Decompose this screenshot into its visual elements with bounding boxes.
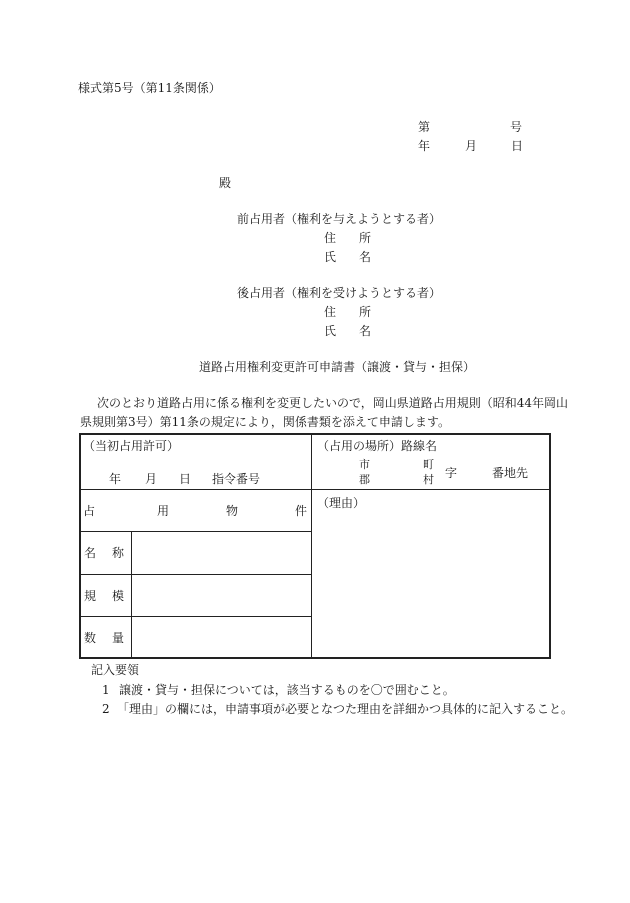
name-row-char-1: 名	[84, 546, 97, 560]
county-label: 郡	[359, 473, 370, 486]
note-2-text: 「理由」の欄には，申請事項が必要となつた理由を詳細かつ具体的に記入すること。	[117, 702, 574, 716]
permit-number-label: 指令番号	[212, 472, 261, 486]
note-2-number: 2	[102, 702, 110, 716]
permit-month-label: 月	[145, 472, 158, 486]
intro-line-2: 県規則第3号）第11条の規定により，関係書類を添えて申請します。	[80, 415, 450, 429]
note-1-text: 譲渡・貸与・担保については，該当するものを〇で囲むこと。	[119, 683, 455, 697]
city-label: 市	[359, 458, 370, 471]
new-name-label-1: 氏	[324, 324, 337, 338]
village-label: 村	[423, 473, 434, 486]
prior-address-label-1: 住	[324, 231, 337, 245]
aza-label: 字	[445, 466, 458, 480]
label-column-divider	[131, 531, 132, 658]
occupied-object-char-3: 物	[226, 504, 239, 518]
new-address-label-1: 住	[324, 305, 337, 319]
date-year: 年	[418, 139, 431, 153]
new-name-label-2: 名	[359, 324, 372, 338]
name-row-char-2: 称	[112, 546, 125, 560]
town-label: 町	[423, 458, 434, 471]
row-divider-1	[79, 531, 311, 532]
table-center-divider	[311, 433, 312, 659]
form-number: 様式第5号（第11条関係）	[78, 81, 221, 95]
note-1-number: 1	[102, 683, 110, 697]
quantity-row-char-1: 数	[84, 631, 97, 645]
permit-day-label: 日	[179, 472, 192, 486]
occupied-object-char-2: 用	[157, 504, 170, 518]
prior-name-label-1: 氏	[324, 250, 337, 264]
scale-row-char-2: 模	[112, 589, 125, 603]
original-permit-label: （当初占用許可）	[83, 439, 180, 453]
notes-heading: 記入要領	[91, 663, 140, 677]
addressee-honorific: 殿	[219, 176, 232, 190]
location-label: （占用の場所）路線名	[317, 439, 438, 453]
prior-name-label-2: 名	[359, 250, 372, 264]
prior-address-label-2: 所	[359, 231, 372, 245]
occupied-object-char-1: 占	[83, 504, 96, 518]
intro-line-1: 次のとおり道路占用に係る権利を変更したいので，岡山県道路占用規則（昭和44年岡山	[97, 396, 569, 410]
scale-row-char-1: 規	[84, 589, 97, 603]
lot-label: 番地先	[492, 466, 529, 480]
occupied-object-char-4: 件	[295, 504, 308, 518]
doc-number-prefix: 第	[418, 120, 431, 134]
prior-occupant-heading: 前占用者（権利を与えようとする者）	[237, 212, 442, 226]
permit-year-label: 年	[109, 472, 122, 486]
row-divider-2	[79, 574, 311, 575]
reason-label: （理由）	[317, 496, 366, 510]
new-occupant-heading: 後占用者（権利を受けようとする者）	[237, 286, 442, 300]
doc-number-suffix: 号	[510, 120, 523, 134]
row-divider-3	[79, 616, 311, 617]
date-month: 月	[465, 139, 478, 153]
new-address-label-2: 所	[359, 305, 372, 319]
application-table	[79, 433, 551, 659]
date-day: 日	[511, 139, 524, 153]
table-header-divider	[79, 489, 551, 490]
quantity-row-char-2: 量	[112, 631, 125, 645]
document-title: 道路占用権利変更許可申請書（譲渡・貸与・担保）	[199, 360, 476, 374]
